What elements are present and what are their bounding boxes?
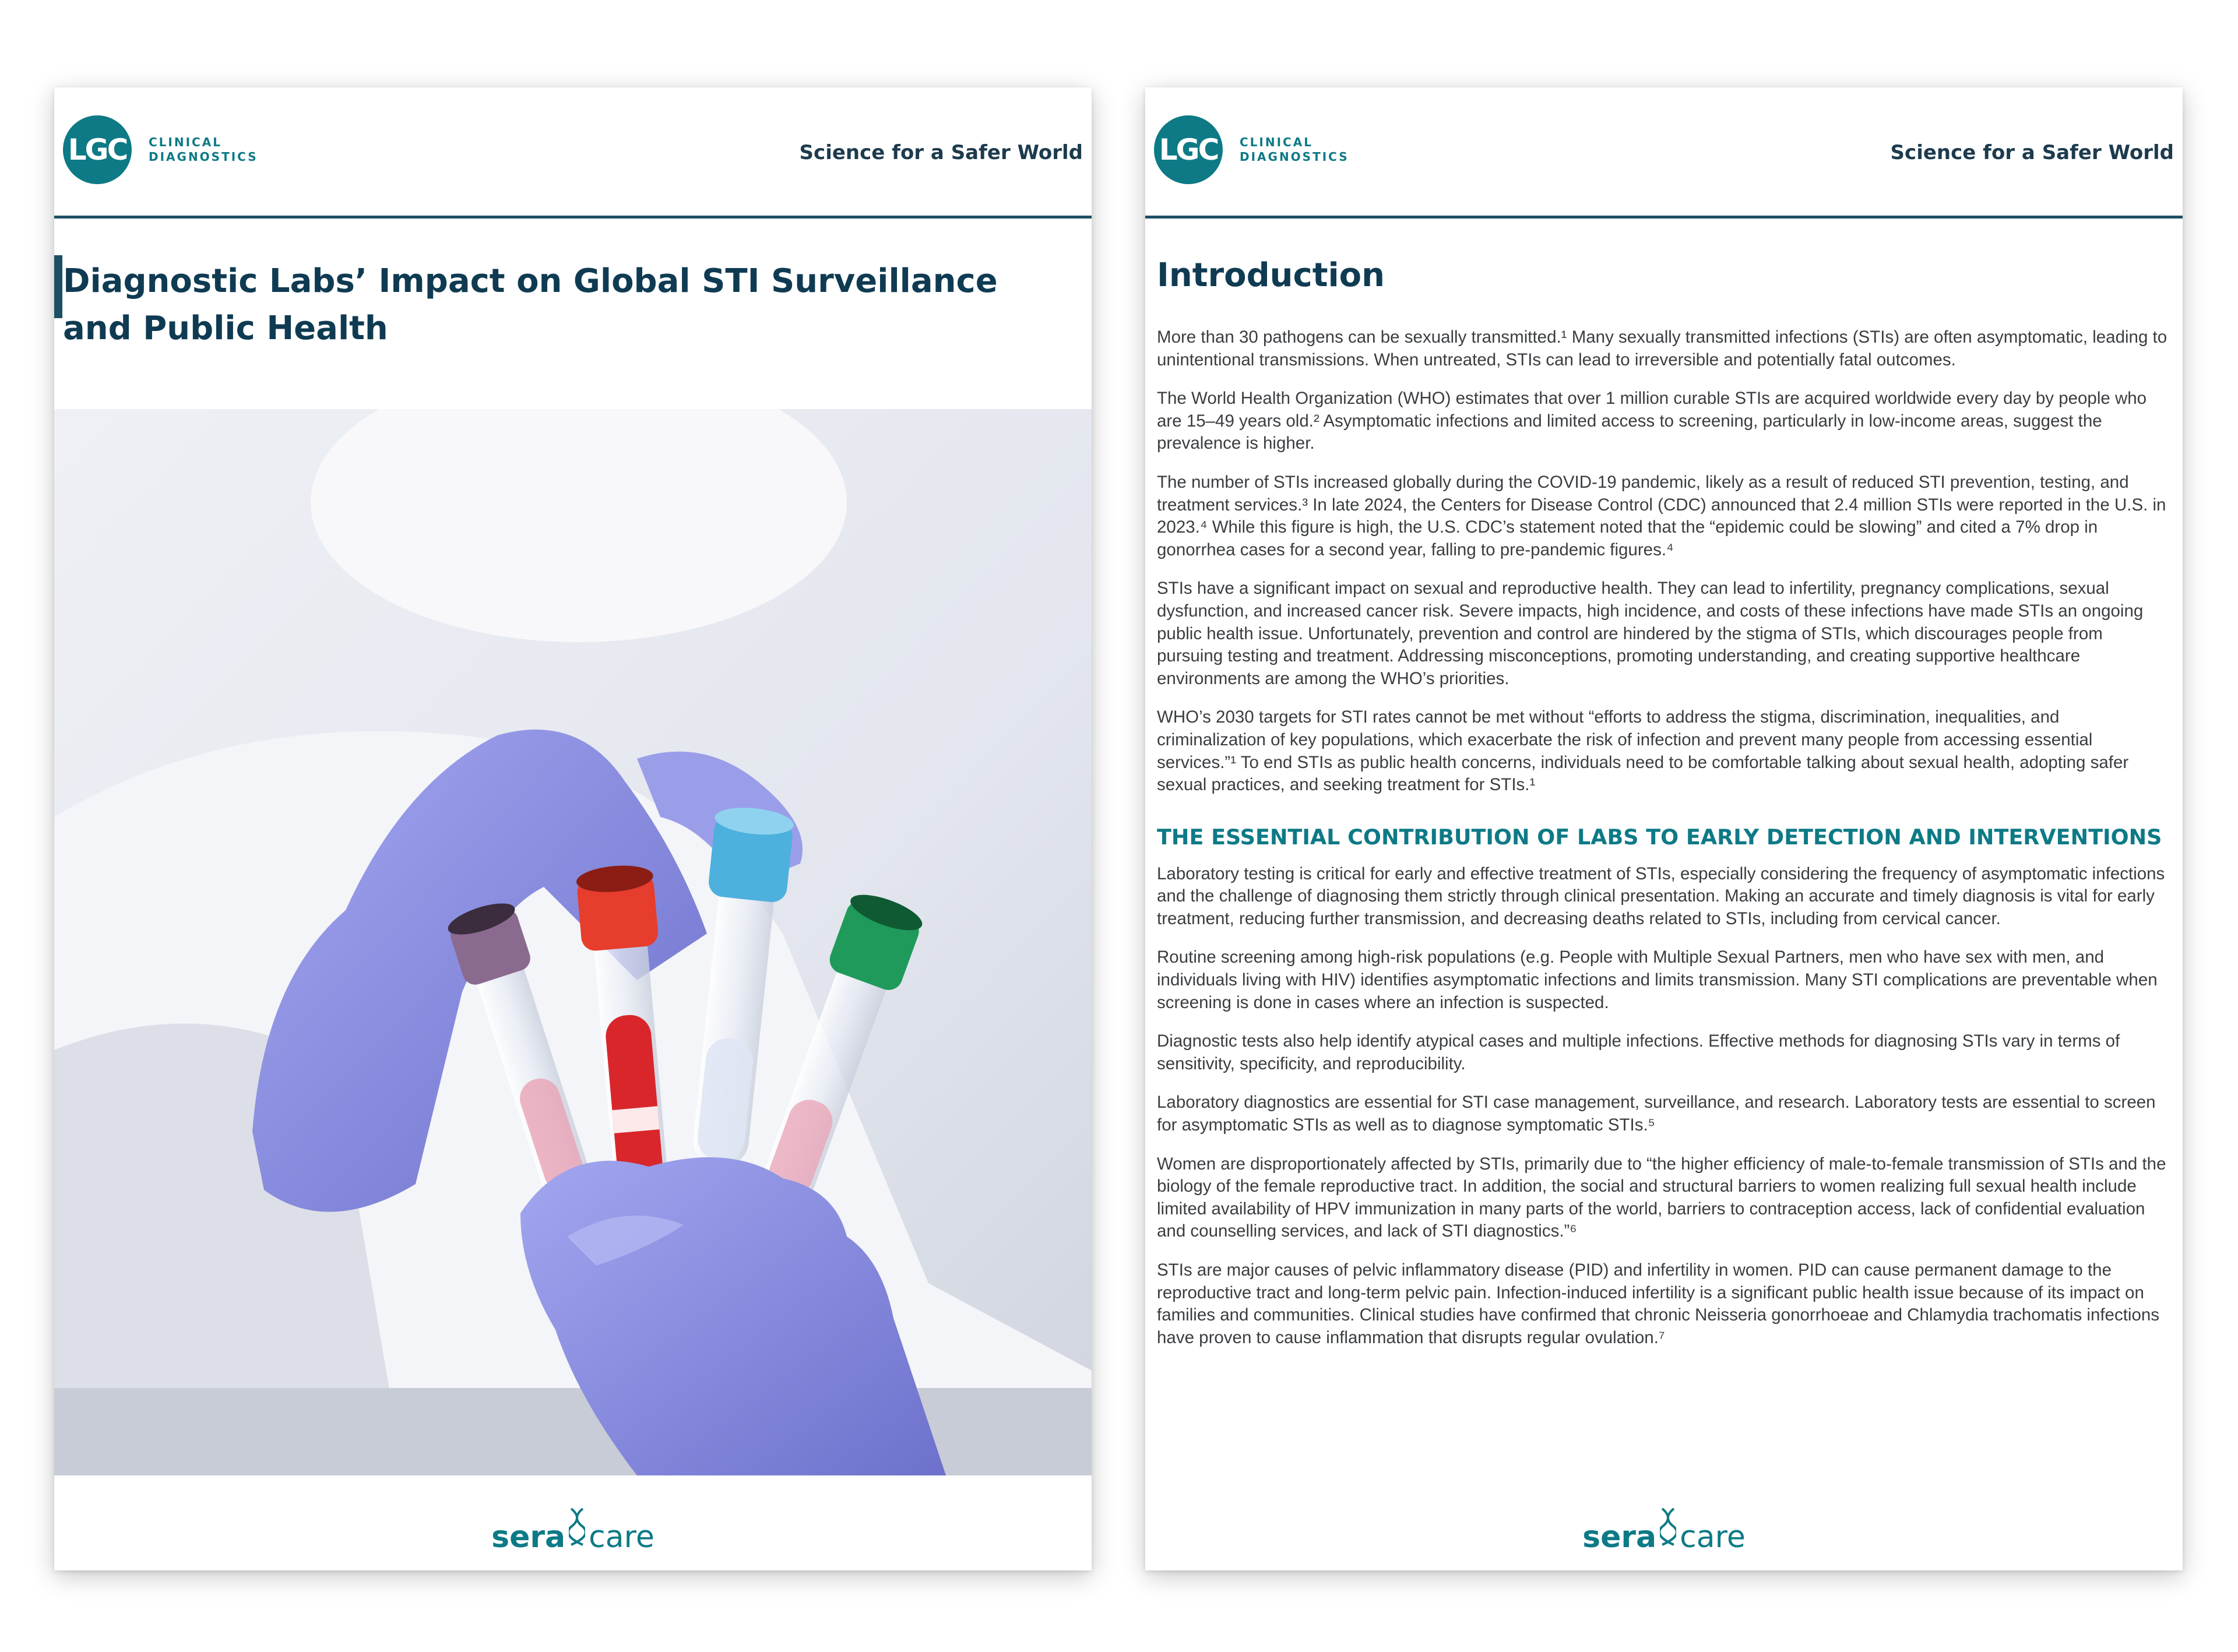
section-paragraph: Laboratory diagnostics are essential for STI case management, surveillance, and research. Laboratory tests are essential to screen for asymptomatic STIs as well as to diagnose symptomatic STIs.⁵ xyxy=(1157,1093,2156,1135)
tagline: Science for a Safer World xyxy=(799,141,1083,164)
dna-helix-icon xyxy=(1660,1506,1676,1555)
lab-tubes-photo xyxy=(54,409,1092,1475)
footer-logo-care: care xyxy=(1680,1520,1746,1555)
tube-label-band xyxy=(612,1106,659,1133)
introduction-heading: Introduction xyxy=(1157,256,1385,294)
intro-paragraph: WHO’s 2030 targets for STI rates cannot be met without “efforts to address the stigma, discrimination, inequalities, and criminalization of key populations, which exacerbate the risk of infection and prevent many people from accessing essential services.”¹ To end STIs as public health concerns, individuals need to be comfortable talking about sexual health, adopting safer sexual practices, and seeking treatment for STIs.¹ xyxy=(1157,707,2129,795)
section-heading: THE ESSENTIAL CONTRIBUTION OF LABS TO EARLY DETECTION AND INTERVENTIONS xyxy=(1157,824,2162,850)
page-header xyxy=(1145,87,2183,219)
lgc-logo-icon: LGC xyxy=(63,115,132,184)
tagline: Science for a Safer World xyxy=(1890,141,2174,164)
logo-line-clinical: CLINICAL xyxy=(1240,135,1313,149)
intro-paragraph: STIs have a significant impact on sexual and reproductive health. They can lead to infertility, pregnancy complications, sexual dysfunction, and increased cancer risk. Severe impacts, high incidence, and costs of these infections have made STIs an ongoing public health issue. Unfortunately, prevention and control are hindered by the stigma of STIs, which discourages people from pursuing testing and treatment. Addressing misconceptions, promoting understanding, and creating supportive healthcare environments are among the WHO’s priorities. xyxy=(1157,579,2144,688)
footer-logo-sera: sera xyxy=(1582,1520,1657,1555)
introduction-page xyxy=(1145,87,2183,1570)
document-title: Diagnostic Labs’ Impact on Global STI Surveillance and Public Health xyxy=(63,262,998,347)
seracare-logo xyxy=(1145,1506,2183,1555)
lgc-logo-icon: LGC xyxy=(1154,115,1223,184)
section-paragraph: Routine screening among high-risk populations (e.g. People with Multiple Sexual Partners, men who have sex with men, and individuals living with HIV) identifies asymptomatic infections and limits transmission. Many STI complications are preventable when screening is done in cases where an infection is suspected. xyxy=(1157,947,2158,1012)
section-paragraph: STIs are major causes of pelvic inflammatory disease (PID) and infertility in women. PID can cause permanent damage to the reproductive tract and long-term pelvic pain. Infection-induced infertility is a significant public health issue because of its impact on families and communities. Clinical studies have confirmed that chronic Neisseria gonorrhoeae and Chlamydia trachomatis infections have proven to cause inflammation that disrupts regular ovulation.⁷ xyxy=(1157,1260,2160,1347)
page-header xyxy=(54,87,1092,219)
logo-line-diagnostics: DIAGNOSTICS xyxy=(1240,150,1349,164)
footer-logo-care: care xyxy=(589,1520,654,1555)
logo-line-diagnostics: DIAGNOSTICS xyxy=(149,150,258,164)
section-paragraph: Laboratory testing is critical for early and effective treatment of STIs, especially considering the frequency of asymptomatic infections and the challenge of diagnosing them strictly through clinical presentation. Making an accurate and timely diagnosis is vital for early treatment, reducing further transmission, and decreasing deaths related to STIs, including from cervical cancer. xyxy=(1157,864,2165,928)
body-content xyxy=(1157,326,2171,1365)
cover-page xyxy=(54,87,1092,1570)
intro-paragraph: The World Health Organization (WHO) estimates that over 1 million curable STIs are acquired worldwide every day by people who are 15–49 years old.² Asymptomatic infections and limited access to screening, particularly in low-income areas, suggest the prevalence is higher. xyxy=(1157,389,2147,453)
section-paragraph: Diagnostic tests also help identify atypical cases and multiple infections. Effective methods for diagnosing STIs vary in terms of sensitivity, specificity, and reproducibility. xyxy=(1157,1031,2120,1073)
logo-line-clinical: CLINICAL xyxy=(149,135,222,149)
intro-paragraph: The number of STIs increased globally during the COVID-19 pandemic, likely as a result of reduced STI prevention, testing, and treatment services.³ In late 2024, the Centers for Disease Control (CDC) announced that 2.4 million STIs were reported in the U.S. in 2023.⁴ While this figure is high, the U.S. CDC’s statement noted that the “epidemic could be slowing” and cited a 7% drop in gonorrhea cases for a second year, falling to pre-pandemic figures.⁴ xyxy=(1157,472,2166,559)
logo-wordmark xyxy=(1240,135,1349,164)
seracare-logo xyxy=(54,1506,1092,1555)
intro-paragraph: More than 30 pathogens can be sexually transmitted.¹ Many sexually transmitted infections (STIs) are often asymptomatic, leading to unintentional transmissions. When untreated, STIs can lead to irreversible and potentially fatal outcomes. xyxy=(1157,327,2167,369)
dna-helix-icon xyxy=(569,1506,585,1555)
section-paragraph: Women are disproportionately affected by STIs, primarily due to “the higher efficiency of male-to-female transmission of STIs and the biology of the female reproductive tract. In addition, the social and structural barriers to women realizing full sexual health include limited availability of HPV immunization in many parts of the world, barriers to contraception access, lack of confidential evaluation and counselling services, and lack of STI diagnostics.”⁶ xyxy=(1157,1154,2166,1241)
footer-logo-sera: sera xyxy=(491,1520,566,1555)
logo-wordmark xyxy=(149,135,258,164)
title-accent-bar xyxy=(54,255,62,318)
